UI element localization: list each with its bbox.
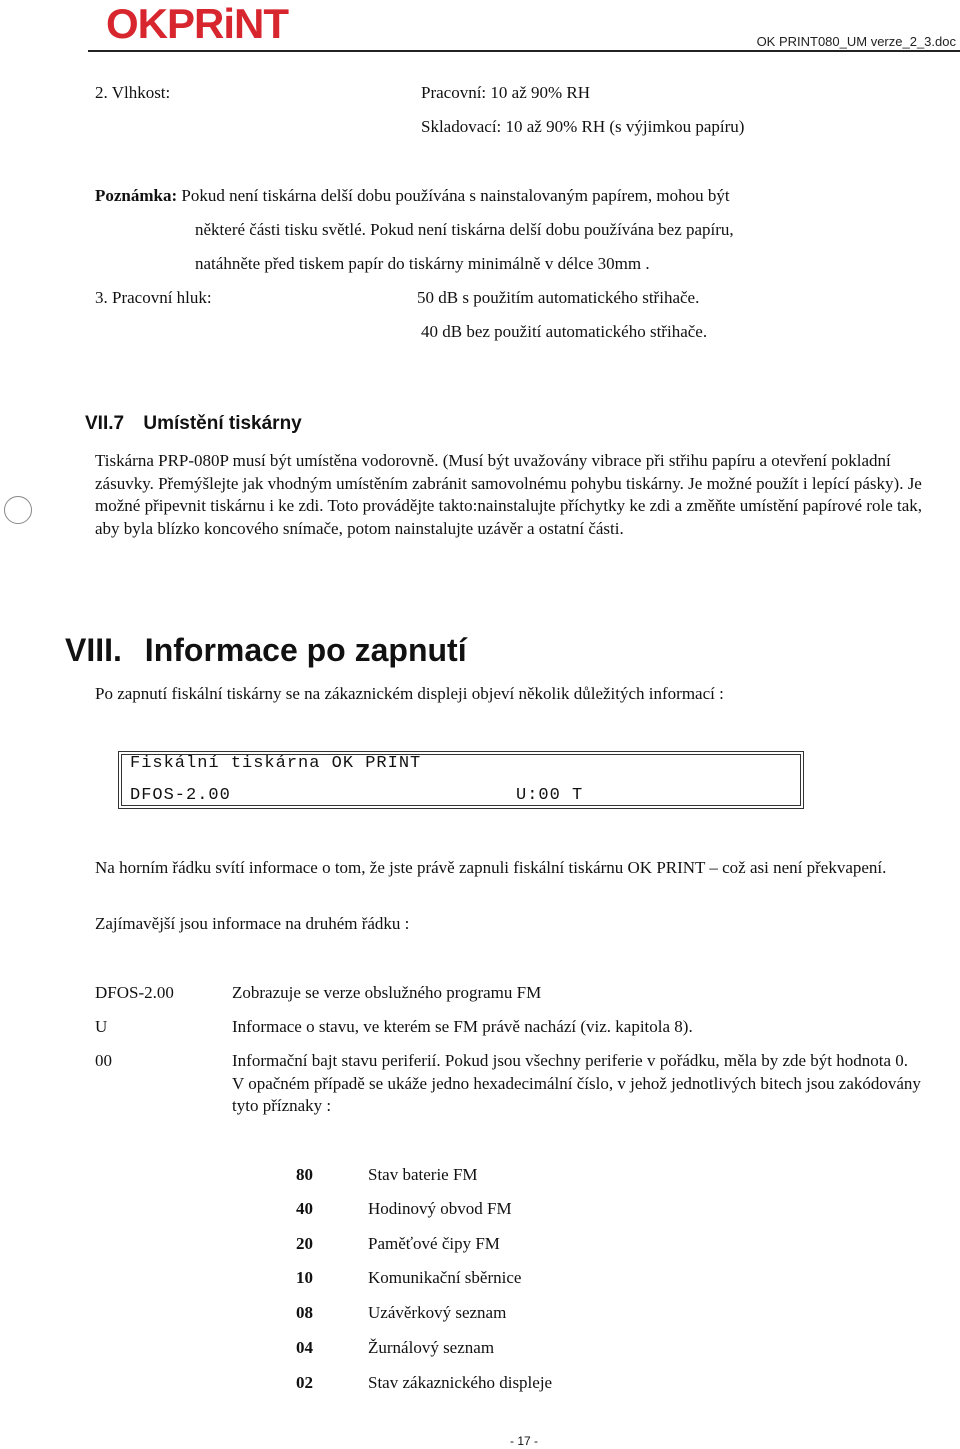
- margin-circle-marker: [4, 496, 32, 524]
- note-line-3: natáhněte před tiskem papír do tiskárny minimálně v délce 30mm .: [195, 254, 650, 273]
- flag-code: 10: [296, 1268, 313, 1287]
- note-line-1: Pokud není tiskárna delší dobu používána s nainstalovaným papírem, mohou být: [181, 186, 730, 205]
- humidity-label: 2. Vlhkost:: [95, 83, 171, 102]
- noise-label: 3. Pracovní hluk:: [95, 288, 212, 307]
- note-paragraph: [95, 186, 730, 206]
- flag-label: Hodinový obvod FM: [368, 1199, 512, 1218]
- note-line-2: některé části tisku světlé. Pokud není tiskárna delší dobu používána bez papíru,: [195, 220, 734, 239]
- customer-display-box: [118, 751, 804, 809]
- humidity-operating: Pracovní: 10 až 90% RH: [421, 83, 591, 102]
- section-8-heading: [65, 632, 467, 669]
- display-line-1: Fiskální tiskárna OK PRINT: [130, 754, 422, 773]
- note-label: Poznámka:: [95, 186, 178, 205]
- header-divider: [88, 50, 960, 52]
- definition-term: 00: [95, 1051, 112, 1070]
- display-explanation-2: Zajímavější jsou informace na druhém řádku :: [95, 914, 410, 933]
- section-8-number: VIII.: [65, 632, 122, 668]
- flag-code: 80: [296, 1165, 313, 1184]
- noise-with-cutter: 50 dB s použitím automatického střihače.: [417, 288, 700, 307]
- definition-desc: Zobrazuje se verze obslužného programu FM: [232, 983, 542, 1002]
- definition-term: U: [95, 1017, 108, 1036]
- display-line-2-right: U:00 T: [516, 786, 584, 805]
- definition-desc: Informace o stavu, ve kterém se FM právě nachází (viz. kapitola 8).: [232, 1017, 693, 1036]
- flag-label: Žurnálový seznam: [368, 1338, 495, 1357]
- noise-without-cutter: 40 dB bez použití automatického střihače.: [421, 322, 708, 341]
- flag-code: 04: [296, 1338, 313, 1357]
- flag-label: Stav baterie FM: [368, 1165, 478, 1184]
- flag-code: 40: [296, 1199, 313, 1218]
- okprint-logo: OKPRiNT: [106, 0, 288, 47]
- flag-label: Uzávěrkový seznam: [368, 1303, 507, 1322]
- flag-label: Komunikační sběrnice: [368, 1268, 522, 1287]
- definition-desc: Informační bajt stavu periferií. Pokud jsou všechny periferie v pořádku, měla by zde být hodnota 0. V opačném případě se ukáže jedno hexadecimální číslo, v jehož jednotlivých bitech jsou zakódovány tyto příznaky :: [232, 1051, 921, 1115]
- flag-label: Paměťové čipy FM: [368, 1234, 500, 1253]
- page-number: - 17 -: [510, 1434, 539, 1448]
- humidity-storage: Skladovací: 10 až 90% RH (s výjimkou papíru): [421, 117, 745, 136]
- section-8-title: Informace po zapnutí: [144, 632, 467, 668]
- display-line-2-left: DFOS-2.00: [130, 786, 231, 805]
- display-explanation-1: Na horním řádku svítí informace o tom, že jste právě zapnuli fiskální tiskárnu OK PRINT – což asi není překvapení.: [95, 858, 887, 877]
- section-8-intro: Po zapnutí fiskální tiskárny se na zákaznickém displeji objeví několik důležitých informací :: [95, 684, 724, 703]
- flag-code: 20: [296, 1234, 313, 1253]
- document-filename: OK PRINT080_UM verze_2_3.doc: [756, 34, 956, 49]
- section-7-title: Umístění tiskárny: [143, 413, 302, 434]
- section-7-body: Tiskárna PRP-080P musí být umístěna vodorovně. (Musí být uvažovány vibrace při střihu papíru a otevření pokladní zásuvky. Přemýšlejte jak vhodným umístěním zabránit samovolnému pohybu tiskárny. Je možné použít i lepící pásky). Je možné připevnit tiskárnu i ke zdi. Toto provádějte takto:nainstalujte příchytky ke zdi a změňte umístění papírové role tak, aby byla blízko koncového snímače, potom nainstalujte uzávěr a ostatní části.: [95, 451, 923, 538]
- flag-code: 08: [296, 1303, 313, 1322]
- section-7-heading: [85, 413, 302, 435]
- section-7-number: VII.7: [85, 413, 125, 434]
- flag-label: Stav zákaznického displeje: [368, 1373, 553, 1392]
- definition-term: DFOS-2.00: [95, 983, 174, 1002]
- flag-code: 02: [296, 1373, 313, 1392]
